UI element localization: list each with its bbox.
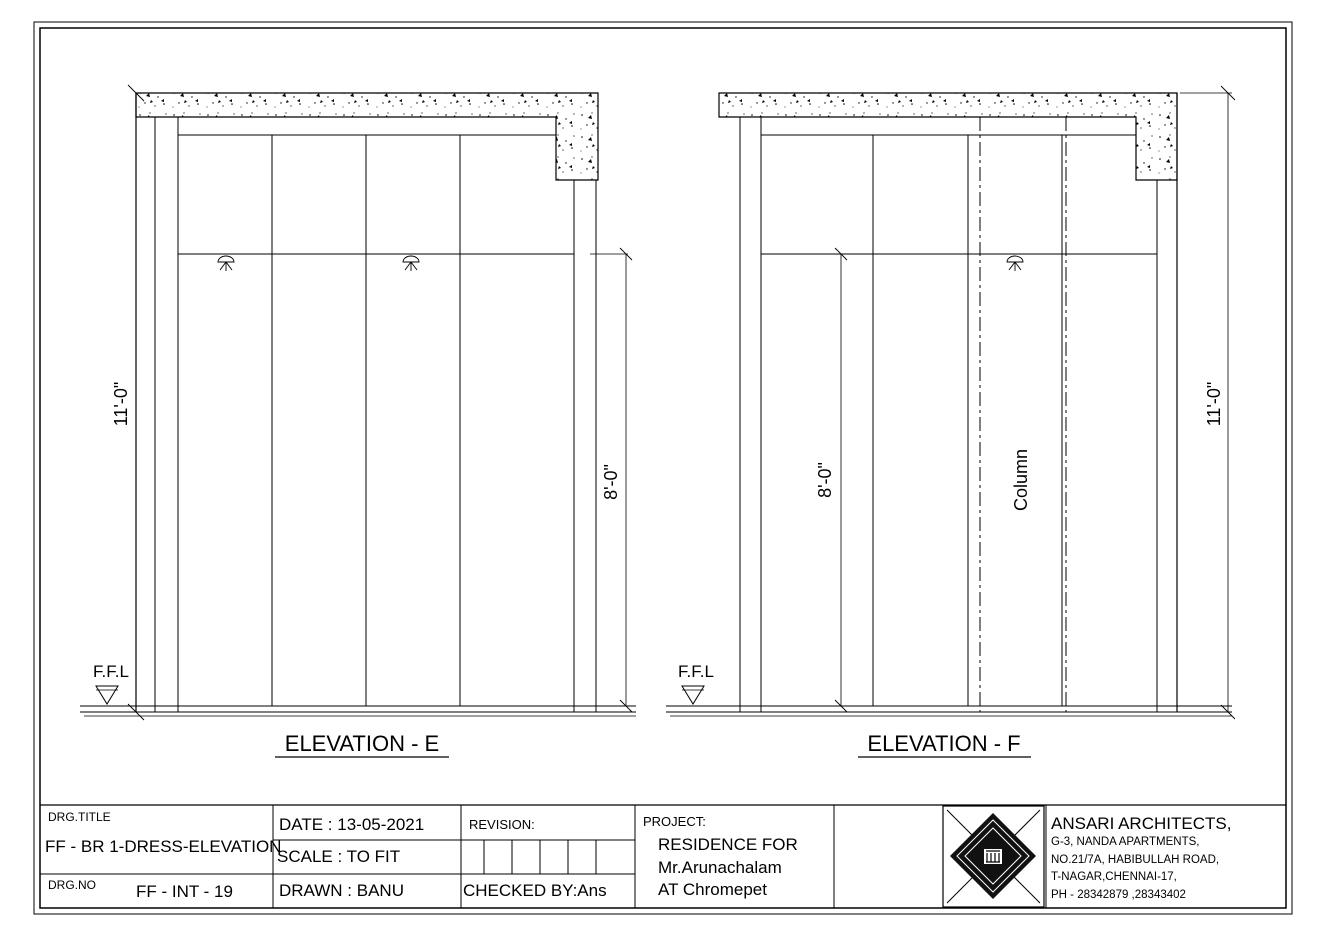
firm-address-line: NO.21/7A, HABIBULLAH ROAD,: [1051, 854, 1220, 866]
elevation-f-column-label: Column: [1011, 448, 1031, 512]
ffl-marker-icon: [682, 686, 704, 704]
elevation-e-drawing: [80, 85, 636, 757]
firm-address-line: T-NAGAR,CHENNAI-17,: [1051, 871, 1177, 883]
project-line: AT Chromepet: [658, 880, 767, 899]
project-label: PROJECT:: [643, 814, 706, 829]
firm-address-line: G-3, NANDA APARTMENTS,: [1051, 836, 1200, 848]
elevation-f-drawing: [666, 86, 1235, 757]
date: DATE : 13-05-2021: [279, 815, 425, 834]
drg-no-label: DRG.NO: [48, 878, 96, 892]
inner-border: [40, 28, 1286, 908]
project-line: RESIDENCE FOR: [658, 835, 798, 854]
light-fixture-icon: [403, 256, 419, 271]
elevation-e-height-loft: 8'-0": [601, 464, 621, 500]
light-fixture-icon: [218, 256, 234, 271]
scale: SCALE : TO FIT: [277, 847, 401, 866]
elevation-e-ffl: F.F.L: [93, 662, 129, 681]
light-fixture-icon: [1007, 256, 1023, 271]
outer-border: [34, 22, 1292, 914]
ffl-marker-icon: [96, 686, 118, 704]
firm-logo-icon: [947, 810, 1040, 903]
drawn-by: DRAWN : BANU: [279, 881, 404, 900]
drg-title: FF - BR 1-DRESS-ELEVATION: [45, 837, 282, 856]
elevation-f-height-loft: 8'-0": [815, 462, 835, 498]
checked-by: CHECKED BY:Ans: [463, 881, 607, 900]
elevation-f-height-total: 11'-0": [1204, 381, 1224, 427]
drg-title-label: DRG.TITLE: [48, 810, 111, 824]
firm-address-line: PH - 28342879 ,28343402: [1051, 889, 1186, 901]
ceiling-slab: [136, 93, 598, 180]
elevation-f-ffl: F.F.L: [678, 662, 714, 681]
elevation-e-title: ELEVATION - E: [284, 731, 440, 756]
drg-no: FF - INT - 19: [136, 882, 233, 901]
elevation-e-height-total: 11'-0": [111, 381, 131, 427]
revision-label: REVISION:: [469, 817, 535, 832]
ceiling-slab: [719, 93, 1177, 180]
project-line: Mr.Arunachalam: [658, 858, 782, 877]
firm-name: ANSARI ARCHITECTS,: [1051, 814, 1232, 833]
elevation-f-title: ELEVATION - F: [867, 731, 1021, 756]
